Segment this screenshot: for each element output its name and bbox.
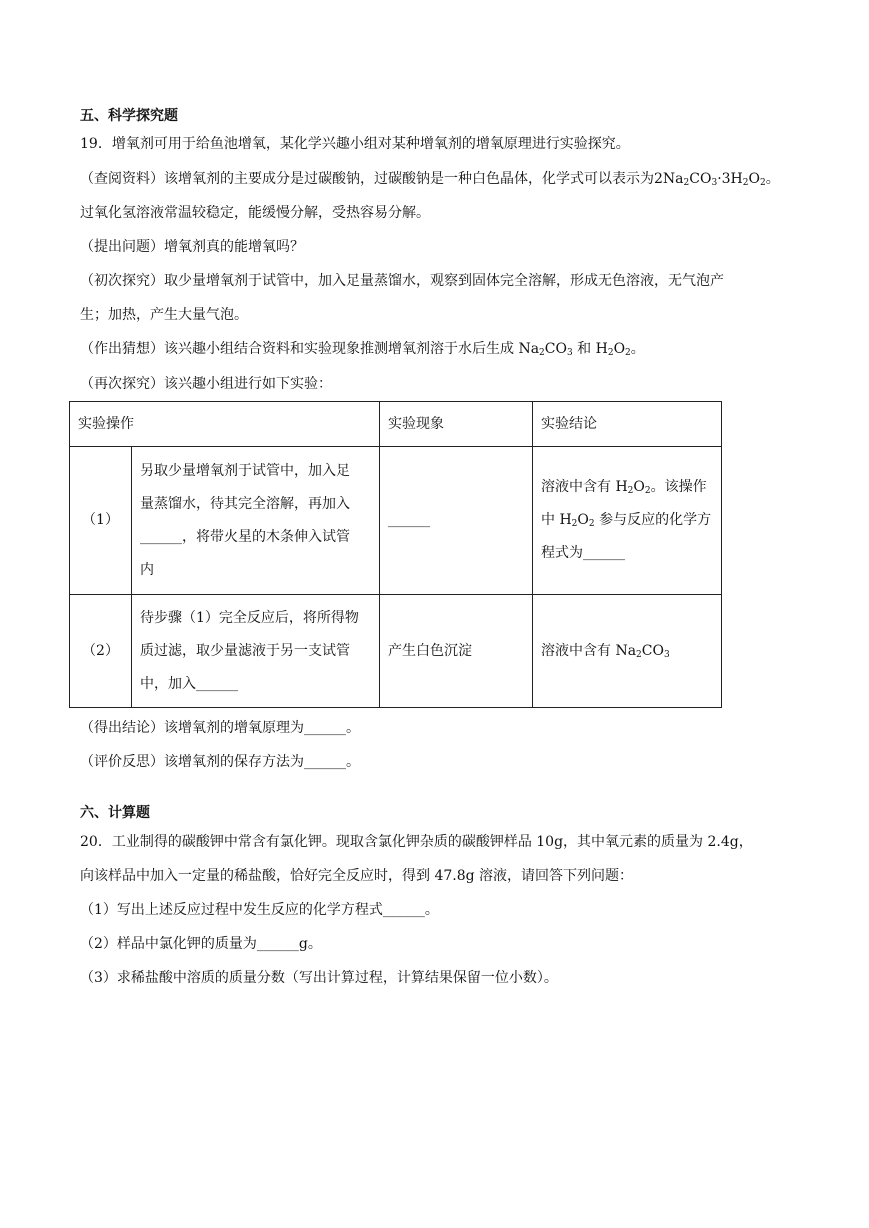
section-6-title: 六、计算题 — [80, 805, 150, 821]
q19-guess: （作出猜想）该兴趣小组结合资料和实验现象推测增氧剂溶于水后生成 $Na_2CO_3$ 和 $H_2O_2$。 — [80, 341, 645, 358]
header-phenomenon: 实验现象 — [380, 402, 533, 447]
q19-question: （提出问题）增氧剂真的能增氧吗？ — [80, 239, 304, 255]
q19-first-explore-line2: 生；加热，产生大量气泡。 — [80, 307, 248, 323]
q20-line2: 向该样品中加入一定量的稀盐酸，恰好完全反应时，得到 47.8g 溶液，请回答下列问题： — [80, 868, 634, 884]
table-row — [70, 595, 722, 708]
q20-line1: 20．工业制得的碳酸钾中常含有氯化钾。现取含氯化钾杂质的碳酸钾样品 10g，其中氧元素的质量为 2.4g， — [80, 834, 753, 850]
table-row — [70, 447, 722, 595]
experiment-table — [69, 401, 722, 708]
row2-conclusion: 溶液中含有 $Na_2CO_3$ — [533, 595, 722, 708]
row1-number: （1） — [70, 447, 132, 595]
q20-part2: （2）样品中氯化钾的质量为______g。 — [80, 936, 322, 952]
header-operation: 实验操作 — [70, 402, 380, 447]
row2-number: （2） — [70, 595, 132, 708]
lookup-text: （查阅资料）该增氧剂的主要成分是过碳酸钠，过碳酸钠是一种白色晶体，化学式可以表示为 — [80, 171, 654, 187]
q19-first-explore-line1: （初次探究）取少量增氧剂于试管中，加入足量蒸馏水，观察到固体完全溶解，形成无色溶液，无气泡产 — [80, 273, 724, 289]
row2-phenomenon: 产生白色沉淀 — [380, 595, 533, 708]
q20-part3: （3）求稀盐酸中溶质的质量分数（写出计算过程，计算结果保留一位小数）。 — [80, 970, 558, 986]
q19-conclusion: （得出结论）该增氧剂的增氧原理为______。 — [80, 720, 360, 736]
q20-part1: （1）写出上述反应过程中发生反应的化学方程式______。 — [80, 902, 439, 918]
row1-conclusion: 溶液中含有 $H_2O_2$。该操作 中 $H_2O_2$ 参与反应的化学方 程式为______ — [533, 447, 722, 595]
header-conclusion: 实验结论 — [533, 402, 722, 447]
section-5-title: 五、科学探究题 — [80, 108, 178, 124]
q19-intro: 19．增氧剂可用于给鱼池增氧，某化学兴趣小组对某种增氧剂的增氧原理进行实验探究。 — [80, 136, 630, 152]
table-header-row — [70, 402, 722, 447]
q19-lookup-line2: 过氧化氢溶液常温较稳定，能缓慢分解，受热容易分解。 — [80, 205, 430, 221]
row1-operation: 另取少量增氧剂于试管中，加入足 量蒸馏水，待其完全溶解，再加入 ______，将带火星的木条伸入试管 内 — [132, 447, 380, 595]
row2-operation: 待步骤（1）完全反应后，将所得物 质过滤，取少量滤液于另一支试管 中，加入______ — [132, 595, 380, 708]
q19-lookup-line1: （查阅资料）该增氧剂的主要成分是过碳酸钠，过碳酸钠是一种白色晶体，化学式可以表示为$2Na_2CO_3\cdot 3H_2O_2$。 — [80, 171, 780, 188]
q19-reflection: （评价反思）该增氧剂的保存方法为______。 — [80, 754, 360, 770]
q19-second-explore: （再次探究）该兴趣小组进行如下实验： — [80, 376, 332, 392]
formula-percarbonate: $2Na_2CO_3\cdot 3H_2O_2$ — [654, 171, 766, 188]
row1-phenomenon: ______ — [380, 447, 533, 595]
